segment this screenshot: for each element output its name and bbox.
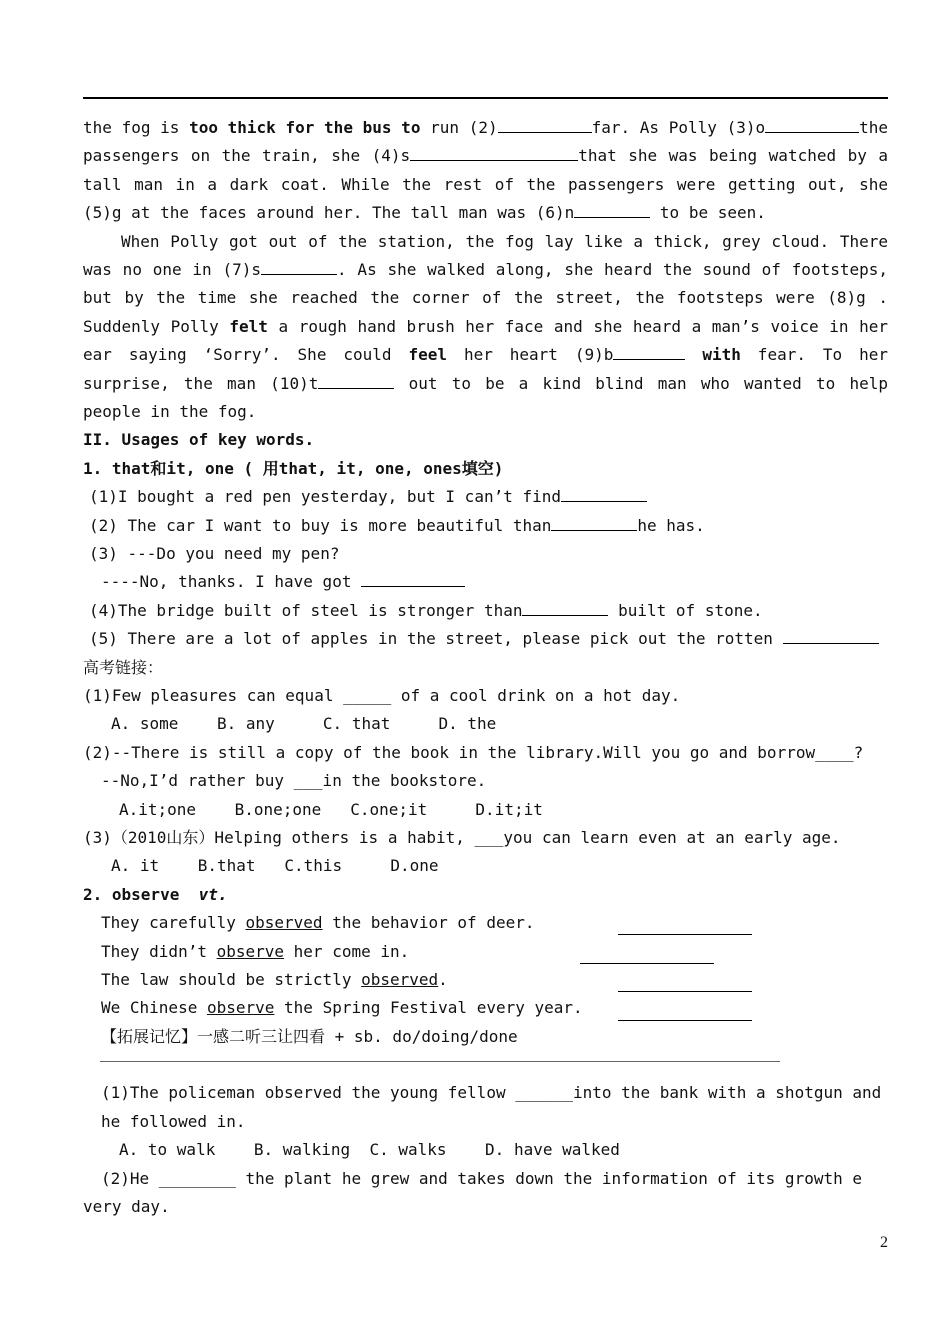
blank-7[interactable]	[261, 259, 337, 275]
subsection-heading-2	[83, 881, 888, 909]
question-3b	[83, 568, 888, 596]
observe-example-3	[83, 966, 888, 994]
question-text: (2) The car I want to buy is more beautiful than	[89, 515, 552, 535]
question-1	[83, 483, 888, 511]
page-number: 2	[880, 1234, 888, 1251]
gaokao-q3-options: A. it B.that C.this D.one	[111, 856, 439, 876]
question-text: (4)The bridge built of steel is stronger than	[89, 600, 523, 620]
underlined-word: observed	[361, 969, 439, 989]
gaokao-q2-options: A.it;one B.one;one C.one;it D.it;it	[119, 799, 543, 819]
gaokao-q2b: --No,I’d rather buy ___in the bookstore.	[101, 771, 487, 791]
passage-text: . As she walked along, she heard the sound of footsteps, but by the time she reached the corner of the street, the footsteps were (8)g . Suddenly Polly	[83, 260, 889, 336]
exercise-2b: very day.	[83, 1197, 170, 1217]
question-3a: (3) ---Do you need my pen?	[89, 544, 340, 564]
gaokao-q3: (3)（2010山东）Helping others is a habit, ___you can learn even at an early age.	[83, 827, 841, 847]
blank-6[interactable]	[574, 202, 650, 218]
passage-text: that she was being watched by a tall man in a dark coat. While the rest of the passengers were getting out, she (5)g at the faces around her. The tall man was (6)n	[83, 146, 888, 223]
passage-text: run (2)	[420, 118, 498, 137]
worksheet-page	[83, 114, 888, 1221]
example-text: her come in.	[284, 941, 410, 961]
question-2	[83, 512, 888, 540]
heading-text: 2. observe	[83, 884, 180, 904]
example-text: .	[438, 969, 448, 989]
passage-text: fear. To her surprise, the man (10)t	[83, 345, 888, 393]
example-text: We Chinese	[101, 998, 207, 1018]
example-text: They carefully	[101, 913, 246, 933]
question-text: (5) There are a lot of apples in the street, please pick out the rotten	[89, 629, 783, 649]
gaokao-q1: (1)Few pleasures can equal _____ of a cool drink on a hot day.	[83, 685, 681, 705]
answer-line-1[interactable]	[618, 919, 752, 935]
passage-text: her heart (9)b	[447, 345, 614, 365]
passage-paragraph-1	[83, 114, 888, 228]
observe-example-1	[83, 909, 888, 937]
passage-text: the fog is	[83, 118, 190, 137]
subsection-heading-1: 1. that和it, one ( 用that, it, one, ones填空)	[83, 458, 504, 478]
example-text: The law should be strictly	[101, 969, 362, 989]
blank-q1[interactable]	[561, 486, 647, 502]
note-line-row	[83, 1051, 888, 1079]
gaokao-q2a: (2)--There is still a copy of the book in the library.Will you go and borrow____?	[83, 742, 864, 762]
observe-example-2	[83, 938, 888, 966]
passage-text: a rough hand brush her face and she heard a man’s voice in her ear saying ‘Sorry’. She could	[83, 316, 888, 365]
question-5	[83, 625, 888, 653]
exercise-1a: (1)The policeman observed the young fellow ______into the bank with a shotgun and	[101, 1083, 882, 1103]
passage-text: the passengers on the train, she (4)s	[83, 118, 889, 166]
part-of-speech: vt.	[198, 884, 228, 904]
blank-q5[interactable]	[783, 628, 879, 644]
blank-q4[interactable]	[522, 600, 608, 616]
memory-tip: 【拓展记忆】一感二听三让四看 + sb. do/doing/done	[101, 1026, 518, 1046]
bold-word: with	[702, 345, 741, 365]
gaokao-q1-options: A. some B. any C. that D. the	[111, 714, 497, 734]
underlined-word: observe	[216, 941, 285, 961]
section-heading: II. Usages of key words.	[83, 430, 315, 450]
passage-text: to be seen.	[650, 203, 766, 223]
answer-line-4[interactable]	[618, 1005, 752, 1021]
blank-4[interactable]	[410, 145, 578, 161]
question-4	[83, 597, 888, 625]
note-line[interactable]	[100, 1061, 780, 1062]
blank-9[interactable]	[613, 344, 685, 360]
blank-2[interactable]	[498, 117, 592, 133]
blank-3[interactable]	[765, 117, 859, 133]
underlined-word: observed	[245, 913, 323, 933]
exercise-1b: he followed in.	[101, 1111, 246, 1131]
answer-line-3[interactable]	[618, 976, 752, 992]
passage-text: out to be a kind blind man who wanted to help people in the fog.	[83, 373, 888, 422]
question-text: built of stone.	[608, 600, 763, 620]
gaokao-heading: 高考链接：	[83, 657, 164, 677]
blank-q3[interactable]	[361, 571, 465, 587]
underlined-word: observe	[206, 998, 275, 1018]
question-text: he has.	[637, 515, 705, 535]
bold-word: feel	[408, 345, 448, 365]
exercise-1-options: A. to walk B. walking C. walks D. have walked	[119, 1140, 620, 1160]
passage-text: When Polly got out of the station, the fog lay like a thick, grey cloud. There was no one in (7)s	[83, 231, 888, 280]
blank-q2[interactable]	[551, 515, 637, 531]
question-text: (1)I bought a red pen yesterday, but I can’t find	[89, 487, 562, 507]
observe-example-4	[83, 994, 888, 1022]
bold-phrase: too thick for the bus to	[189, 118, 421, 137]
blank-10[interactable]	[318, 373, 394, 389]
passage-paragraph-2	[83, 228, 888, 427]
example-text: They didn’t	[101, 941, 217, 961]
bold-word: felt	[229, 316, 268, 336]
exercise-2a: (2)He ________ the plant he grew and takes down the information of its growth e	[101, 1168, 862, 1188]
header-rule	[83, 97, 888, 99]
question-text: ----No, thanks. I have got	[101, 572, 362, 592]
answer-line-2[interactable]	[580, 948, 714, 964]
observe-examples	[83, 909, 888, 1023]
passage-text: far. As Polly (3)o	[591, 118, 766, 137]
example-text: the behavior of deer.	[322, 913, 535, 933]
example-text: the Spring Festival every year.	[274, 998, 583, 1018]
